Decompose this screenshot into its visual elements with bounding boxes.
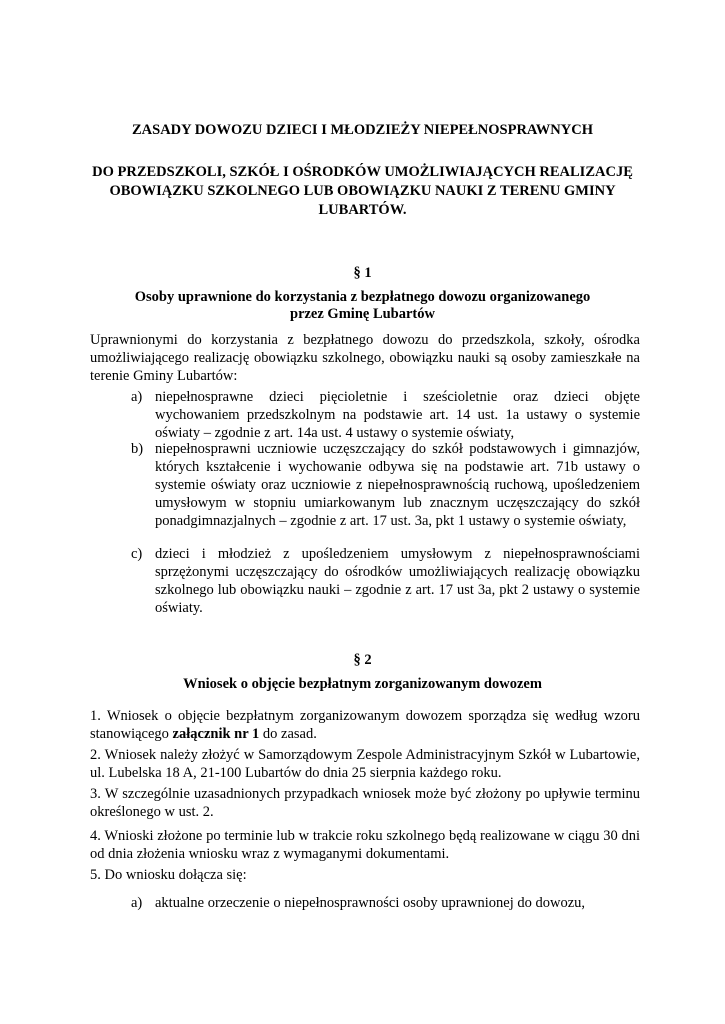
numbered-point-5: 5. Do wniosku dołącza się: xyxy=(90,867,247,883)
list-item-text: aktualne orzeczenie o niepełnosprawności osoby uprawnionej do dowozu, xyxy=(155,895,586,911)
list-item-text: niepełnosprawni uczniowie uczęszczający do szkół podstawowych i gimnazjów, których kształcenie i wychowanie odbywa się na podstawie art. 71b ustawy o systemie oświaty oraz uczniowie z niepełnosprawnością ruchową, upośledzeniem umysłowym w stopniu umiarkowanym lub znacznym uczęszczający do szkół ponadgimnazjalnych – zgodnie z art. 17 ust. 3a, pkt 1 ustawy o systemie oświaty, xyxy=(155,441,640,529)
section-1-intro: Uprawnionymi do korzystania z bezpłatnego dowozu do przedszkola, szkoły, ośrodka umożliwiającego realizację obowiązku szkolnego, obowiązku nauki są osoby zamieszkałe na terenie Gminy Lubartów: xyxy=(90,332,640,384)
document-subtitle: DO PRZEDSZKOLI, SZKÓŁ I OŚRODKÓW UMOŻLIWIAJĄCYCH REALIZACJĘ OBOWIĄZKU SZKOLNEGO LUB OBOWIĄZKU NAUKI Z TERENU GMINY LUBARTÓW. xyxy=(92,164,633,218)
list-item-text: dzieci i młodzież z upośledzeniem umysłowym z niepełnosprawnościami sprzężonymi uczęszczający do ośrodków umożliwiających realizację obowiązku szkolnego lub obowiązku nauki – zgodnie z art. 17 ust 3a, pkt 2 ustawy o systemie oświaty. xyxy=(155,546,640,616)
section-2-heading: Wniosek o objęcie bezpłatnym zorganizowanym dowozem xyxy=(183,676,542,692)
list-item-label: a) xyxy=(131,389,143,405)
point-text: 1. Wniosek o objęcie bezpłatnym zorganizowanym dowozem sporządza się według wzoru stanowiącego xyxy=(90,708,640,742)
section-1-heading-line2: przez Gminę Lubartów xyxy=(290,306,435,322)
numbered-point-3: 3. W szczególnie uzasadnionych przypadkach wniosek może być złożony po upływie terminu określonego w ust. 2. xyxy=(90,786,640,820)
attachment-reference: załącznik nr 1 xyxy=(172,726,260,742)
list-item-label: a) xyxy=(131,895,143,911)
section-2-number: § 2 xyxy=(353,652,372,668)
numbered-point-4: 4. Wnioski złożone po terminie lub w trakcie roku szkolnego będą realizowane w ciągu 30 dni od dnia złożenia wniosku wraz z wymaganymi dokumentami. xyxy=(90,828,640,862)
section-1-number: § 1 xyxy=(353,265,372,281)
section-1-heading-line1: Osoby uprawnione do korzystania z bezpłatnego dowozu organizowanego xyxy=(134,289,591,305)
list-item-label: c) xyxy=(131,546,143,562)
document-title: ZASADY DOWOZU DZIECI I MŁODZIEŻY NIEPEŁNOSPRAWNYCH xyxy=(132,122,593,138)
numbered-point-2: 2. Wniosek należy złożyć w Samorządowym Zespole Administracyjnym Szkół w Lubartowie, ul. Lubelska 18 A, 21-100 Lubartów do dnia 25 sierpnia każdego roku. xyxy=(90,747,640,781)
point-text: do zasad. xyxy=(259,726,317,742)
list-item-text: niepełnosprawne dzieci pięcioletnie i sześcioletnie oraz dzieci objęte wychowaniem przedszkolnym na podstawie art. 14 ust. 1a ustawy o systemie oświaty – zgodnie z art. 14a ust. 4 ustawy o systemie oświaty, xyxy=(155,389,640,441)
numbered-point-1 xyxy=(90,707,640,743)
list-item-label: b) xyxy=(131,441,144,457)
